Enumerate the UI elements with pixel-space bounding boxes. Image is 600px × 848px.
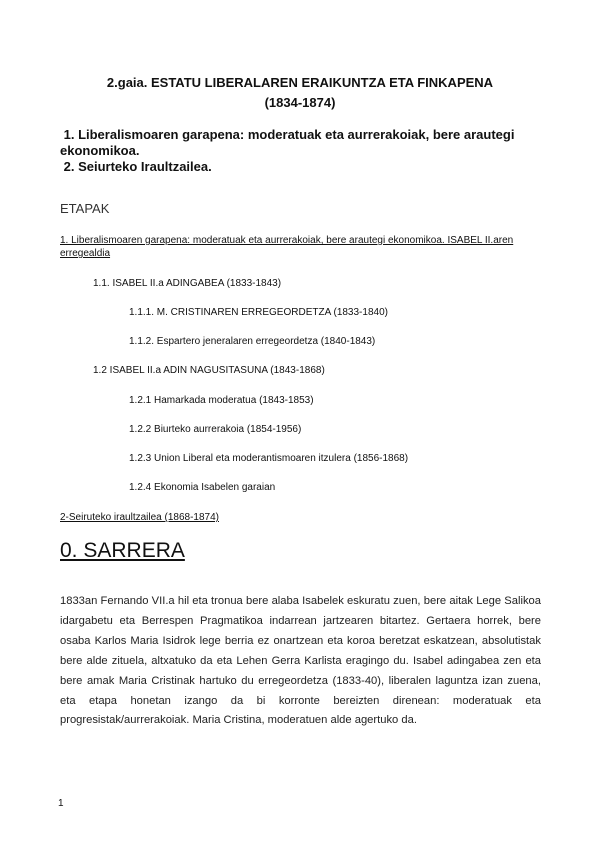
subtitle-line-3: 2. Seiurteko Iraultzailea.: [60, 159, 212, 174]
toc-item: 1.1.2. Espartero jeneralaren erregeordetza (1840-1843): [129, 336, 376, 347]
page-number: 1: [58, 798, 64, 809]
topic-subtitle: [60, 127, 540, 175]
toc-heading: 1. Liberalismoaren garapena: moderatuak eta aurrerakoiak, bere arautegi ekonomikoa. ISABEL II.aren erregealdia: [60, 235, 514, 259]
toc-tail: 2-Seiruteko iraultzailea (1868-1874): [60, 512, 219, 523]
title-line-2: (1834-1874): [264, 95, 336, 110]
title-line-1: 2.gaia. ESTATU LIBERALAREN ERAIKUNTZA ETA FINKAPENA: [106, 75, 494, 90]
toc-item: 1.2.1 Hamarkada moderatua (1843-1853): [129, 395, 314, 406]
subtitle-line-2: ekonomikoa.: [60, 143, 140, 158]
toc-item: 1.2.2 Biurteko aurrerakoia (1854-1956): [129, 424, 302, 435]
document-title: [60, 73, 540, 113]
subtitle-line-1: 1. Liberalismoaren garapena: moderatuak eta aurrerakoiak, bere arautegi: [60, 127, 515, 142]
etapak-label: ETAPAK: [60, 201, 110, 216]
toc-item: 1.2.3 Union Liberal eta moderantismoaren itzulera (1856-1868): [129, 453, 409, 464]
toc-item: 1.1.1. M. CRISTINAREN ERREGEORDETZA (1833-1840): [129, 307, 388, 318]
body-paragraph: 1833an Fernando VII.a hil eta tronua bere alaba Isabelek eskuratu zuen, bere aitak Lege Salikoa idargabetu eta Berrespen Pragmatikoa indarrean jartzearen bitartez. Gertaera horrek, bere osaba Karlos Maria Isidrok lege berria ez onartzean eta koroa beretzat eskatzean, absolutistak bere alde zituela, altxatuko da eta Lehen Gerra Karlista eragingo du. Isabel adingabea zen eta bere amak Maria Cristinak hartuko du erregeordetza (1833-40), liberalen laguntza izan zuena, eta etapa honetan izango da bi korronte bereizten direnean: moderatuak eta progresistak/aurrerakoiak. Maria Cristina, moderatuen alde agertuko da.: [60, 595, 541, 727]
section-heading: 0. SARRERA: [60, 539, 185, 562]
toc-item: 1.1. ISABEL II.a ADINGABEA (1833-1843): [93, 278, 282, 289]
toc-item: 1.2 ISABEL II.a ADIN NAGUSITASUNA (1843-1868): [93, 365, 325, 376]
toc-item: 1.2.4 Ekonomia Isabelen garaian: [129, 482, 276, 493]
